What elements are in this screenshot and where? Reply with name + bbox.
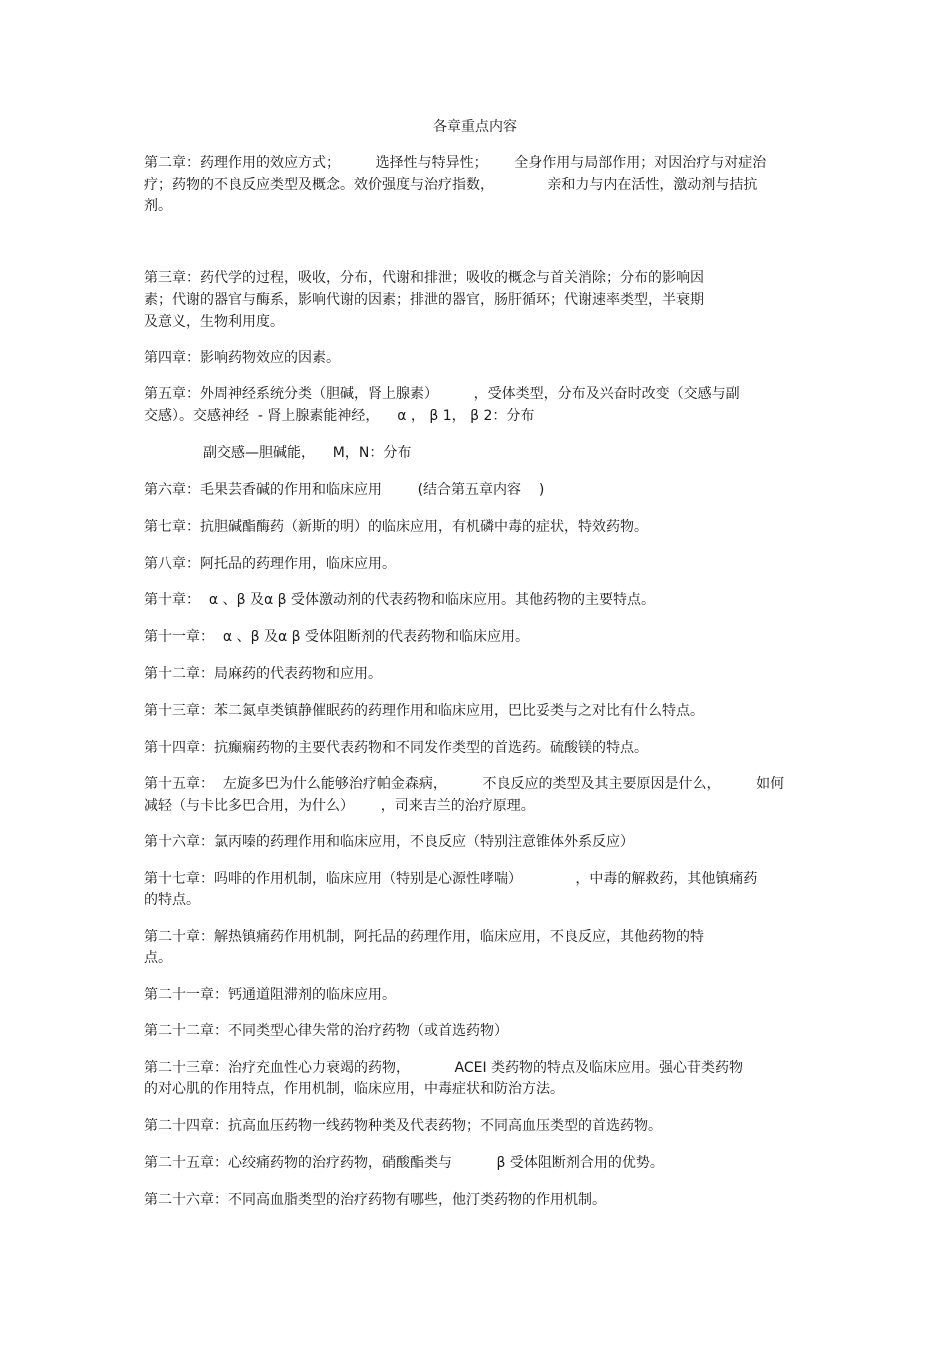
- text-line: 第十六章：氯丙嗪的药理作用和临床应用，不良反应（特别注意锥体外系反应）: [144, 834, 634, 850]
- text-line: 素；代谢的器官与酶系，影响代谢的因素；排泄的器官，肠肝循环；代谢速率类型，半衰期: [144, 292, 704, 308]
- text-line: 剂。: [144, 198, 172, 214]
- text-line: 第二十六章：不同高血脂类型的治疗药物有哪些，他汀类药物的作用机制。: [144, 1192, 606, 1208]
- text-line: 的特点。: [144, 892, 200, 908]
- text-line: 第二十五章：心绞痛药物的治疗药物，硝酸酯类与 β 受体阻断剂合用的优势。: [144, 1155, 664, 1171]
- text-line: 第十三章：苯二氮卓类镇静催眠药的药理作用和临床应用，巴比妥类与之对比有什么特点。: [144, 703, 704, 719]
- text-line: 第十一章： α 、β 及α β 受体阻断剂的代表药物和临床应用。: [144, 629, 530, 645]
- text-line: 第八章：阿托品的药理作用，临床应用。: [144, 556, 396, 572]
- text-line: 第十章： α 、β 及α β 受体激动剂的代表药物和临床应用。其他药物的主要特点。: [144, 592, 656, 608]
- text-line: 及意义，生物利用度。: [144, 314, 284, 330]
- text-line: 第四章：影响药物效应的因素。: [144, 350, 340, 366]
- text-line: 副交感—胆碱能， M，N：分布: [203, 445, 412, 461]
- text-line: 第五章：外周神经系统分类（胆碱，肾上腺素） ，受体类型，分布及兴奋时改变（交感与副: [144, 386, 740, 402]
- text-line: 第十七章：吗啡的作用机制，临床应用（特别是心源性哮喘） ，中毒的解救药，其他镇痛药: [144, 871, 758, 887]
- text-line: 第七章：抗胆碱酯酶药（新斯的明）的临床应用，有机磷中毒的症状，特效药物。: [144, 519, 648, 535]
- text-line: 点。: [144, 950, 172, 966]
- text-line: 第二章：药理作用的效应方式； 选择性与特异性； 全身作用与局部作用；对因治疗与对症治: [144, 155, 767, 171]
- text-line: 的对心肌的作用特点，作用机制，临床应用，中毒症状和防治方法。: [144, 1081, 564, 1097]
- text-line: 第三章：药代学的过程，吸收，分布，代谢和排泄；吸收的概念与首关消除；分布的影响因: [144, 270, 704, 286]
- page-title: 各章重点内容: [433, 119, 517, 135]
- text-line: 交感）。交感神经 - 肾上腺素能神经， α ， β 1， β 2：分布: [144, 408, 535, 424]
- text-line: 第二十一章：钙通道阻滞剂的临床应用。: [144, 987, 396, 1003]
- text-line: 第六章：毛果芸香碱的作用和临床应用 (结合第五章内容 ): [144, 482, 545, 498]
- text-line: 第二十四章：抗高血压药物一线药物种类及代表药物；不同高血压类型的首选药物。: [144, 1118, 662, 1134]
- text-line: 疗；药物的不良反应类型及概念。效价强度与治疗指数， 亲和力与内在活性，激动剂与拮抗: [144, 177, 758, 193]
- text-line: 第二十三章：治疗充血性心力衰竭的药物， ACEI 类药物的特点及临床应用。强心苷类药物: [144, 1060, 744, 1076]
- text-line: 第十二章：局麻药的代表药物和应用。: [144, 666, 382, 682]
- text-line: 第二十章：解热镇痛药作用机制，阿托品的药理作用，临床应用，不良反应，其他药物的特: [144, 929, 704, 945]
- text-line: 第二十二章：不同类型心律失常的治疗药物（或首选药物）: [144, 1023, 508, 1039]
- text-line: 第十五章： 左旋多巴为什么能够治疗帕金森病， 不良反应的类型及其主要原因是什么， 如何: [144, 776, 785, 792]
- text-line: 减轻（与卡比多巴合用，为什么） ，司来吉兰的治疗原理。: [144, 798, 535, 814]
- text-line: 第十四章：抗癫痫药物的主要代表药物和不同发作类型的首选药。硫酸镁的特点。: [144, 740, 648, 756]
